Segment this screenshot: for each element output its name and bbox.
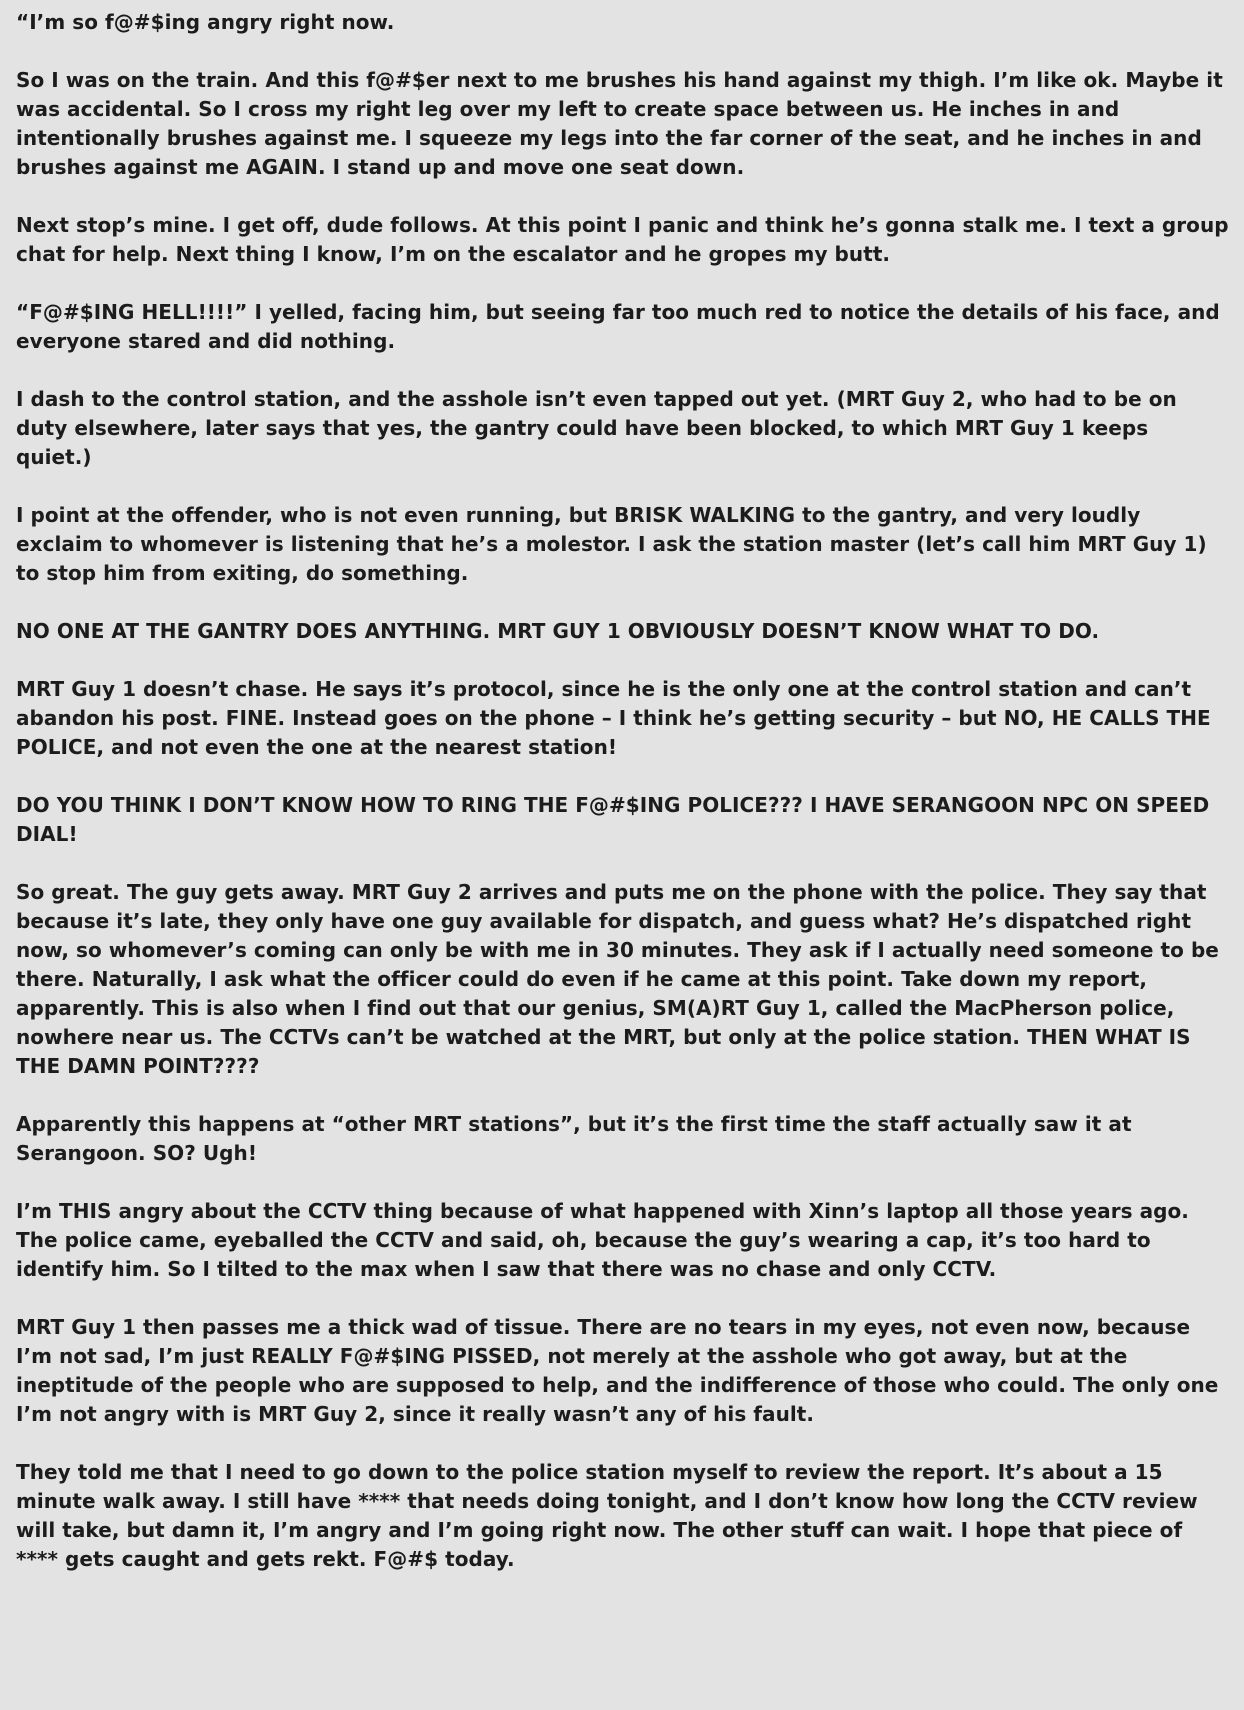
paragraph-no-chase: MRT Guy 1 doesn’t chase. He says it’s protocol, since he is the only one at the control station and can’t abandon his post. FINE. Instead goes on the phone – I think he’s getting security – but NO, HE CALLS THE POLICE, and not even the one at the nearest station! [16,677,1211,759]
paragraph-control-station: I dash to the control station, and the asshole isn’t even tapped out yet. (MRT Guy 2, who had to be on duty elsewhere, later says that yes, the gantry could have been blocked, to which MRT Guy 1 keeps quiet.) [16,387,1177,469]
paragraph-opening-line: “I’m so f@#$ing angry right now. [16,10,395,34]
paragraph-train-incident: So I was on the train. And this f@#$er next to me brushes his hand against my thigh. I’m like ok. Maybe it was accidental. So I cross my right leg over my left to create space between us. He inches in and intentionally brushes against me. I squeeze my legs into the far corner of the seat, and he inches in and brushes against me AGAIN. I stand up and move one seat down. [16,68,1223,179]
paragraph-guy-gets-away: So great. The guy gets away. MRT Guy 2 arrives and puts me on the phone with the police. They say that because it’s late, they only have one guy available for dispatch, and guess what? He’s dispatched right now, so whomever’s coming can only be with me in 30 minutes. They ask if I actually need someone to be there. Naturally, I ask what the officer could do even if he came at this point. Take down my report, apparently. This is also when I find out that our genius, SM(A)RT Guy 1, called the MacPherson police, nowhere near us. The CCTVs can’t be watched at the MRT, but only at the police station. THEN WHAT IS THE DAMN POINT???? [16,880,1219,1078]
paragraph-speed-dial: DO YOU THINK I DON’T KNOW HOW TO RING THE F@#$ING POLICE??? I HAVE SERANGOON NPC ON SPEED DIAL! [16,793,1210,846]
paragraph-no-one-acts: NO ONE AT THE GANTRY DOES ANYTHING. MRT GUY 1 OBVIOUSLY DOESN’T KNOW WHAT TO DO. [16,619,1100,643]
paragraph-other-stations: Apparently this happens at “other MRT stations”, but it’s the first time the staff actually saw it at Serangoon. SO? Ugh! [16,1112,1132,1165]
paragraph-followed: Next stop’s mine. I get off, dude follows. At this point I panic and think he’s gonna stalk me. I text a group chat for help. Next thing I know, I’m on the escalator and he gropes my butt. [16,213,1229,266]
paragraph-cctv-anger: I’m THIS angry about the CCTV thing because of what happened with Xinn’s laptop all those years ago. The police came, eyeballed the CCTV and said, oh, because the guy’s wearing a cap, it’s too hard to identify him. So I tilted to the max when I saw that there was no chase and only CCTV. [16,1199,1189,1281]
paragraph-yelled: “F@#$ING HELL!!!!” I yelled, facing him, but seeing far too much red to notice the details of his face, and everyone stared and did nothing. [16,300,1220,353]
paragraph-tissue: MRT Guy 1 then passes me a thick wad of tissue. There are no tears in my eyes, not even now, because I’m not sad, I’m just REALLY F@#$ING PISSED, not merely at the asshole who got away, but at the ineptitude of the people who are supposed to help, and the indifference of those who could. The only one I’m not angry with is MRT Guy 2, since it really wasn’t any of his fault. [16,1315,1219,1426]
paragraph-point-offender: I point at the offender, who is not even running, but BRISK WALKING to the gantry, and very loudly exclaim to whomever is listening that he’s a molestor. I ask the station master (let’s call him MRT Guy 1) to stop him from exiting, do something. [16,503,1207,585]
paragraph-police-station: They told me that I need to go down to the police station myself to review the report. It’s about a 15 minute walk away. I still have **** that needs doing tonight, and I don’t know how long the CCTV review will take, but damn it, I’m angry and I’m going right now. The other stuff can wait. I hope that piece of **** gets caught and gets rekt. F@#$ today. [16,1460,1198,1571]
